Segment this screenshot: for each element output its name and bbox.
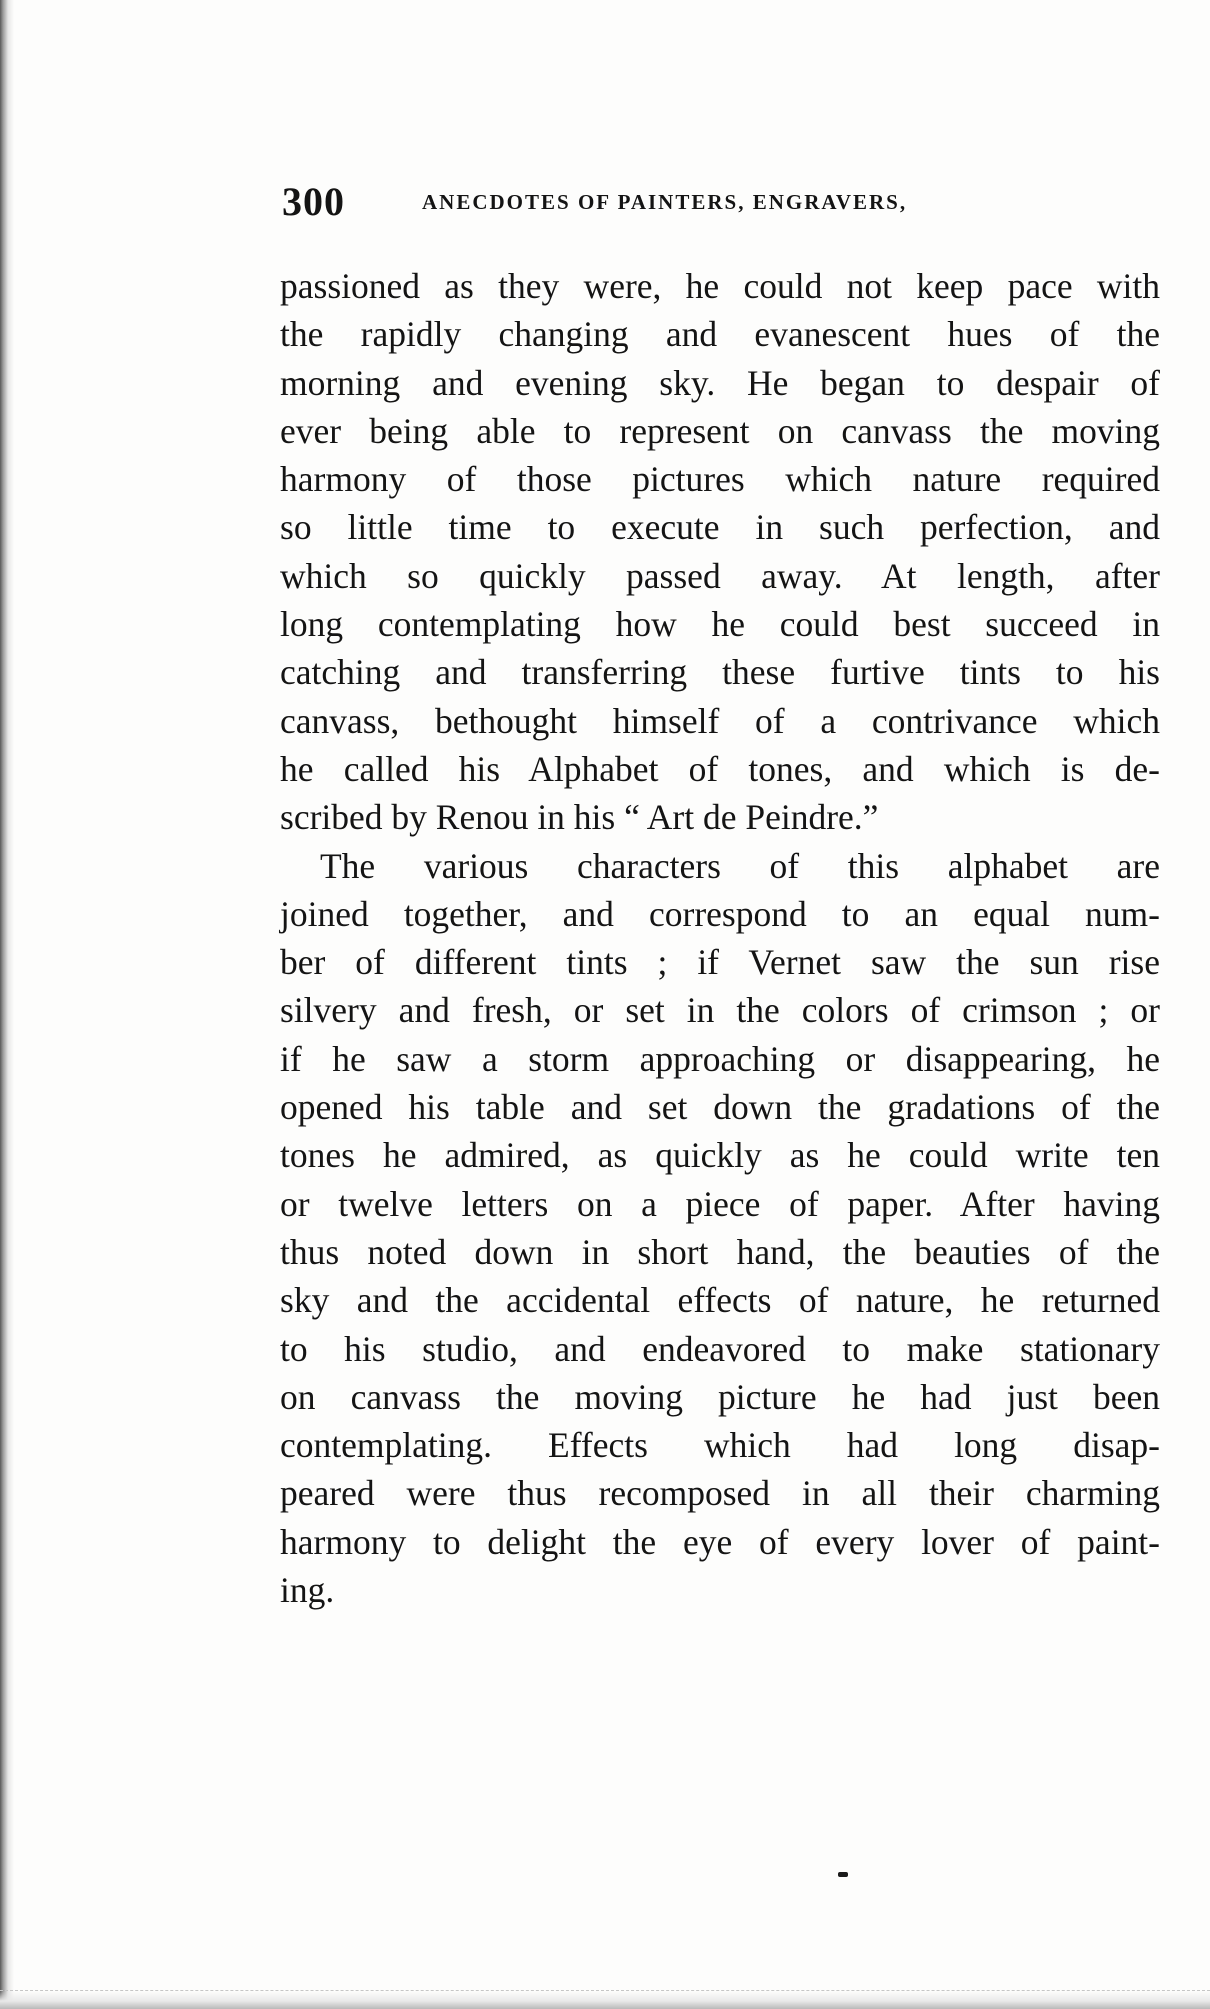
text-line: which so quickly passed away. At length, after [280, 555, 1160, 596]
text-line: sky and the accidental effects of nature, he returned [280, 1280, 1160, 1321]
text-line: he called his Alphabet of tones, and which is de- [280, 748, 1160, 789]
text-line: opened his table and set down the gradations of the [280, 1087, 1160, 1128]
paragraph-1 [280, 262, 1160, 842]
running-head: ANECDOTES OF PAINTERS, ENGRAVERS, [422, 190, 908, 214]
text-line: morning and evening sky. He began to despair of [280, 362, 1160, 403]
text-line: thus noted down in short hand, the beauties of the [280, 1231, 1160, 1272]
text-line: passioned as they were, he could not keep pace with [280, 266, 1160, 306]
text-line: so little time to execute in such perfection, and [280, 507, 1160, 548]
text-line: to his studio, and endeavored to make stationary [280, 1328, 1160, 1369]
text-line: silvery and fresh, or set in the colors of crimson ; or [280, 990, 1160, 1031]
page-header [282, 178, 1042, 228]
text-line: if he saw a storm approaching or disappearing, he [280, 1038, 1160, 1079]
text-line: long contemplating how he could best succeed in [280, 604, 1160, 645]
text-line: joined together, and correspond to an equal num- [280, 893, 1160, 934]
text-line: harmony of those pictures which nature required [280, 459, 1160, 500]
page-edge-shadow [0, 0, 14, 2009]
text-line: catching and transferring these furtive tints to his [280, 652, 1160, 693]
text-line: on canvass the moving picture he had just been [280, 1376, 1160, 1417]
text-line: contemplating. Effects which had long disap- [280, 1425, 1160, 1466]
text-line: harmony to delight the eye of every lover of paint- [280, 1521, 1160, 1562]
text-line: or twelve letters on a piece of paper. After having [280, 1183, 1160, 1224]
page-bottom-shadow [0, 1991, 1210, 2009]
ink-speck [838, 1872, 848, 1877]
page-number: 300 [282, 179, 345, 224]
text-line: ing. [280, 1570, 335, 1611]
text-line: tones he admired, as quickly as he could write ten [280, 1135, 1160, 1176]
text-line: peared were thus recomposed in all their charming [280, 1473, 1160, 1514]
text-line: ever being able to represent on canvass the moving [280, 410, 1160, 451]
body-text [280, 262, 1160, 1614]
text-line: ber of different tints ; if Vernet saw the sun rise [280, 942, 1160, 983]
text-line: scribed by Renou in his “ Art de Peindre.” [280, 797, 879, 838]
text-line: canvass, bethought himself of a contrivance which [280, 700, 1160, 741]
text-line: the rapidly changing and evanescent hues of the [280, 314, 1160, 355]
text-line: The various characters of this alphabet are [320, 845, 1160, 886]
paragraph-2 [280, 842, 1160, 1615]
